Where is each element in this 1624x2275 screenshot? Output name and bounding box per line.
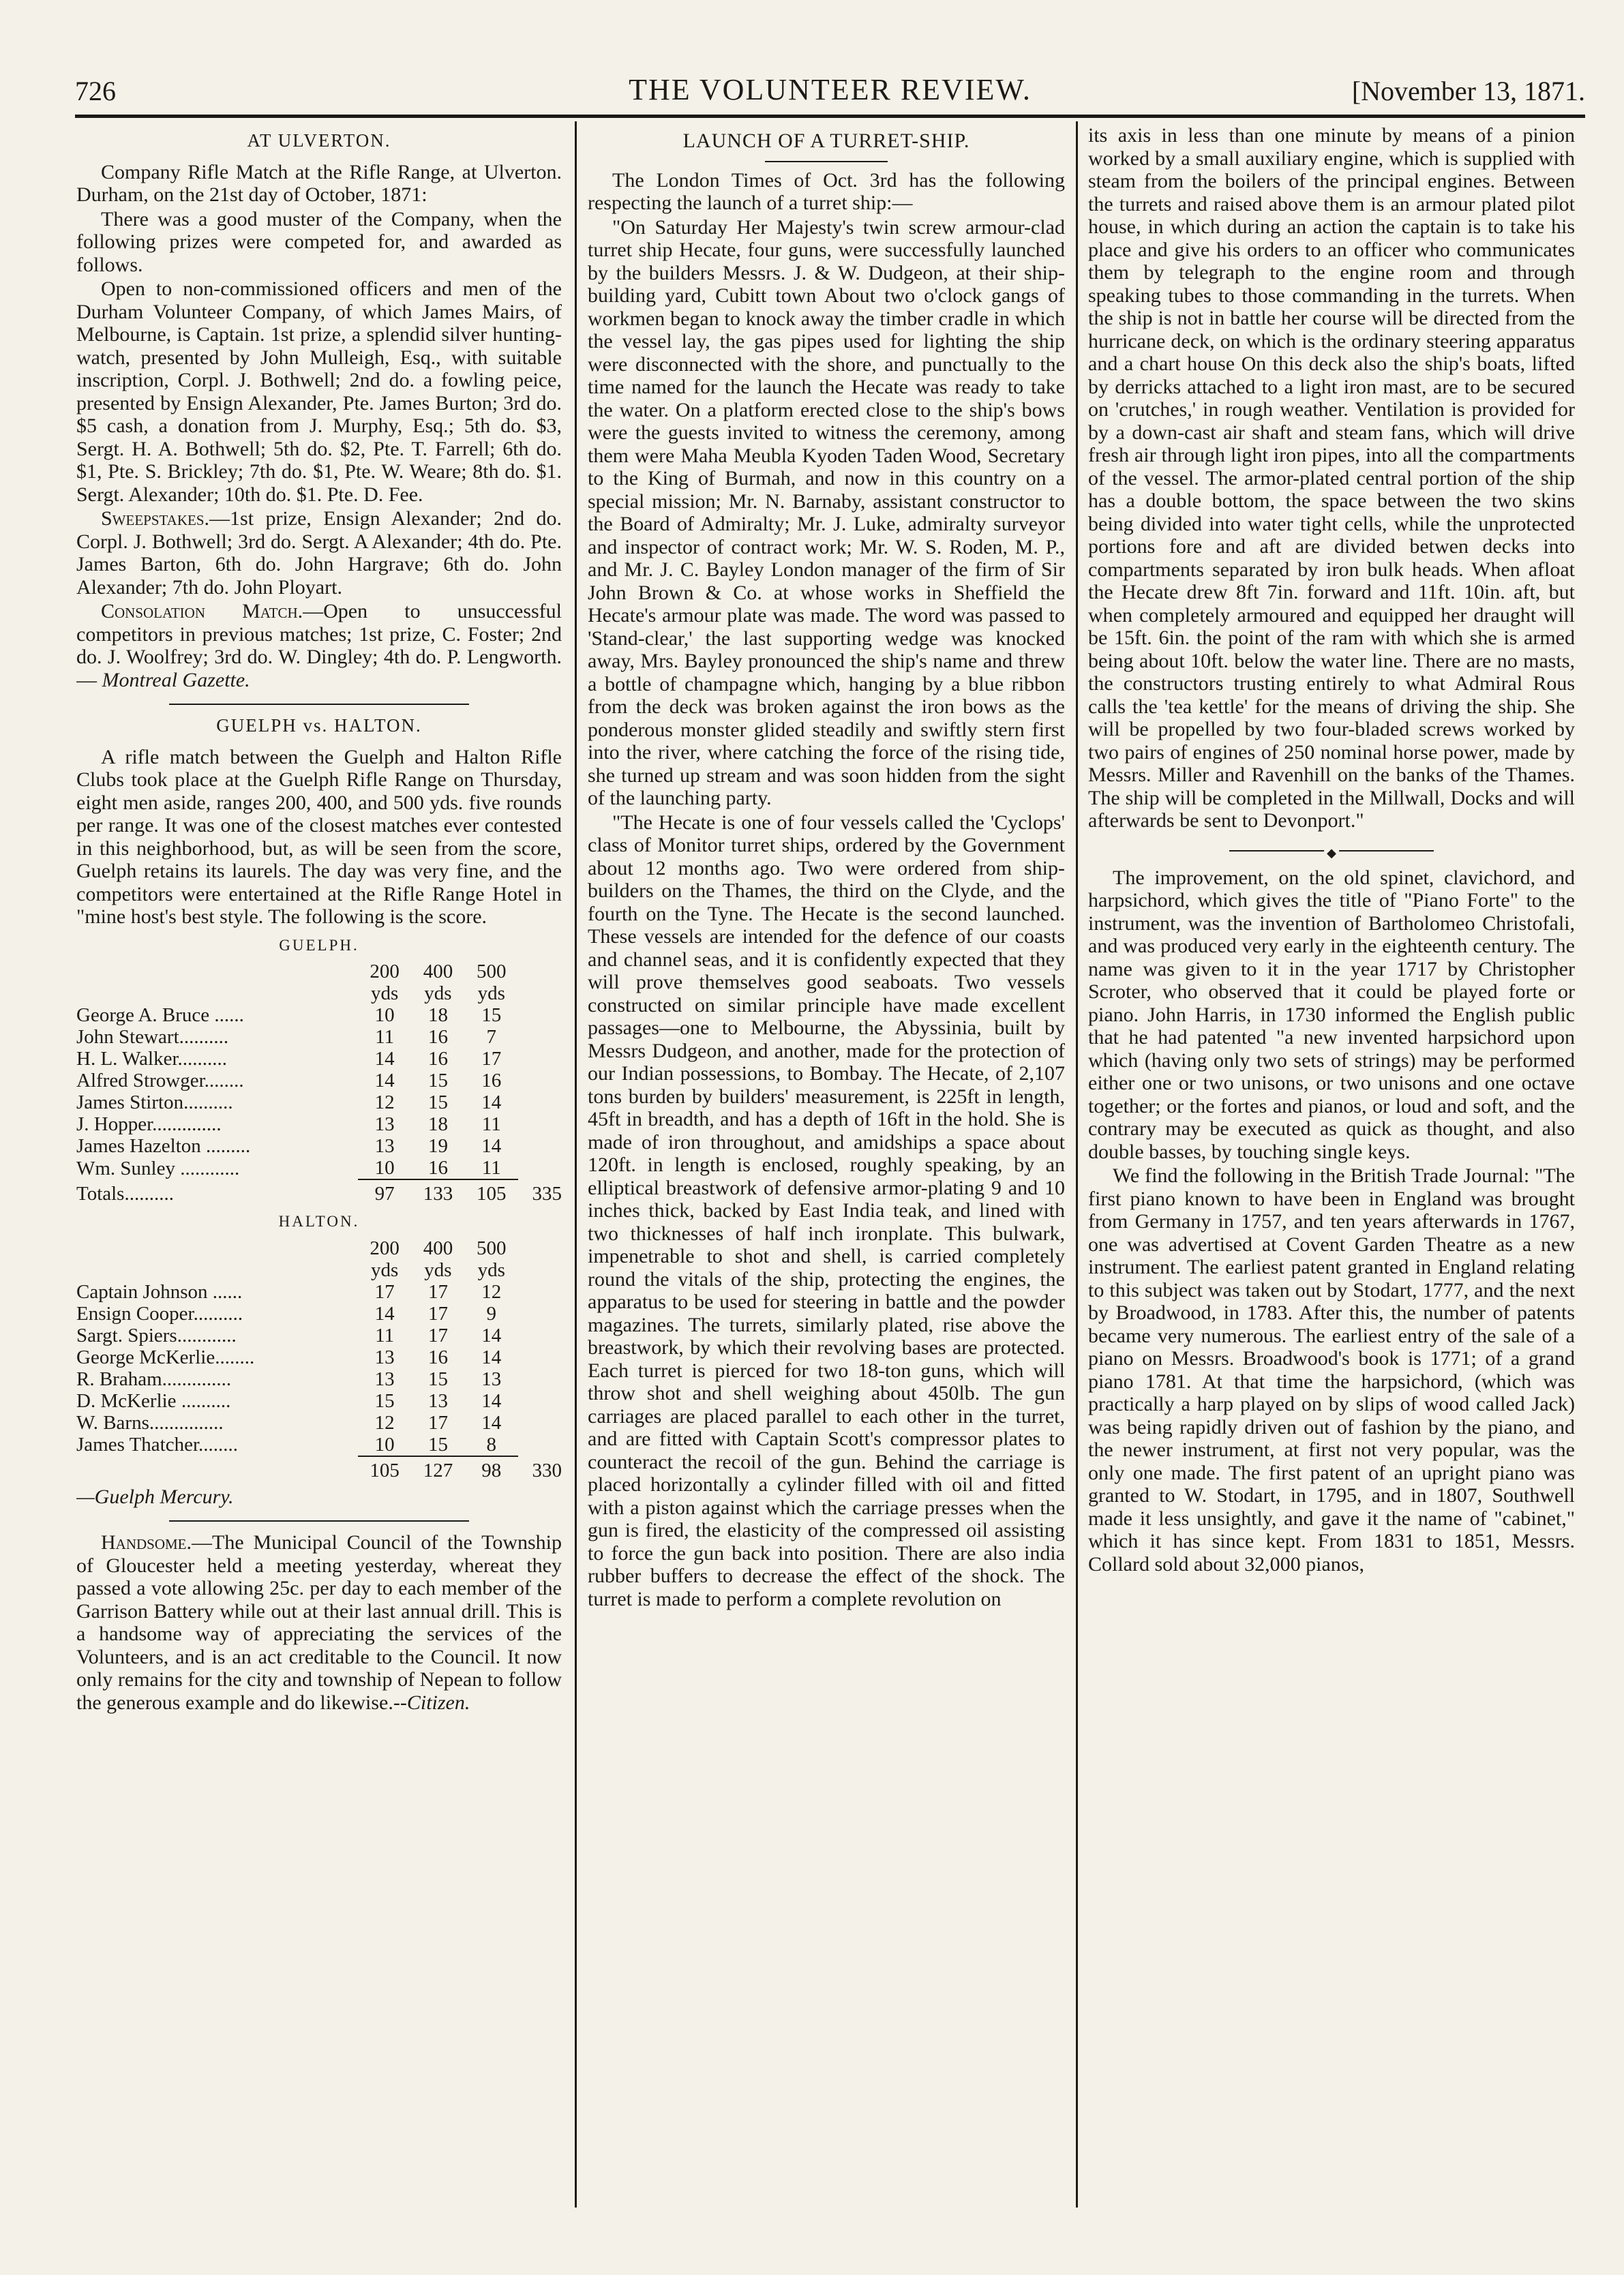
competitor-name: James Hazelton bbox=[76, 1135, 201, 1157]
leader-dots: .......... bbox=[176, 1389, 231, 1412]
column-rule-1 bbox=[575, 121, 577, 2208]
score-cell: 15 bbox=[427, 1433, 448, 1456]
journal-title: THE VOLUNTEER REVIEW. bbox=[629, 73, 1032, 106]
score-cell: 15 bbox=[374, 1389, 395, 1412]
score-row bbox=[76, 1157, 562, 1179]
halton-unit-row bbox=[76, 1259, 562, 1281]
page-header bbox=[75, 71, 1585, 112]
leader-dots: .......... bbox=[183, 1091, 233, 1113]
score-cell: 13 bbox=[374, 1113, 395, 1135]
ulverton-muster: There was a good muster of the Company, when the following prizes were competed for, and awarded as follows. bbox=[76, 207, 562, 276]
score-cell: 14 bbox=[374, 1302, 395, 1325]
competitor-name: H. L. Walker bbox=[76, 1048, 178, 1070]
score-cell: 12 bbox=[374, 1091, 395, 1113]
unit-yds: yds bbox=[424, 982, 452, 1004]
score-cell: 14 bbox=[481, 1135, 502, 1157]
leader-dots: .......... bbox=[124, 1183, 174, 1205]
competitor-name: D. McKerlie bbox=[76, 1389, 177, 1412]
score-cell: 17 bbox=[374, 1280, 395, 1303]
guelph-team-title: GUELPH. bbox=[279, 936, 359, 954]
score-cell: 10 bbox=[374, 1433, 395, 1456]
score-row bbox=[76, 1412, 562, 1434]
launch-ceremony: "On Saturday Her Majesty's twin screw armour-clad turret ship Hecate, four guns, were successfully launched by the builders Messrs. J. & W. Dudgeon, at their ship-building yard, Cubitt town About two o'clock gangs of workmen began to knock away the timber cradle in which the vessel lay, the gas pipes used for lighting the ship were disconnected with the shore, and punctually to the time named for the launch the Hecate was ready to take the water. On a platform erected close to the ship's bows were the guests invited to witness the ceremony, among them were Maha Meubla Kyoden Taden Wood, Secretary to the King of Burmah, and now in this country on a special mission; Mr. N. Barnaby, assistant constructor to the Board of Admiralty; Mr. J. Luke, admiralty surveyor and inspector of contract work; Mr. W. S. Roden, M. P., and Mr. J. C. Bayley London manager of the firm of Sir John Brown & Co. at whose works in Sheffield the Hecate's armour plate was made. The word was passed to 'Stand-clear,' the last supporting wedge was knocked away, Mrs. Bayley pronounced the ship's name and threw a bottle of champagne which, hanging by a blue ribbon from the deck was broken against the iron bows as the ponderous monster glided steadily and swiftly stern first into the river, where catching the force of the rising tide, she turned up stream and was soon hidden from the sight of the launching party. bbox=[588, 215, 1065, 809]
launch-hecate-description: "The Hecate is one of four vessels called the 'Cyclops' class of Monitor turret ships, ordered by the Government about 12 months ago. Two were ordered from ship-builders on the Thames, the third on the Clyde, and the fourth on the Tyne. The Hecate is the second launched. These vessels are intended for the defence of our coasts and channel seas, and it is confidently expected that they will prove themselves good seaboats. Two vessels constructed on similar principle have made excellent passages—one to Melbourne, the Abyssinia, built by Messrs Dudgeon, and another, made for the protection of our Indian possessions, to Bombay. The Hecate, of 2,107 tons burden by builders' measurement, is 225ft in length, 45ft in breadth, and has a depth of 16ft in the hold. She is made of iron throughout, and amidships a space about 120ft. in length is enclosed, roughly speaking, by an elliptical breastwork of defensive armor-plating 9 and 10 inches thick, backed by East India teak, and lined with two thicknesses of half inch ironplate. This bulwark, impenetrable to shot and shell, is carried completely round the vitals of the ship, protecting the engines, the apparatus to be used for steering in battle and the powder magazines. The turrets, similarly plated, rise above the breastwork, by which their revolving bases are protected. Each turret is pierced for two 18-ton guns, which will throw shot and shell weighing about 450lb. The gun carriages are placed parallel to each other in the turret, and are fitted with Captain Scott's compressor plates to counteract the recoil of the gun. Behind the carriage is placed horizontally a cylinder filled with oil and fitted with a piston against which the carriage presses when the gun is fired, the elasticity of the compressed oil assisting to force the gun back into position. There are also india rubber buffers to decrease the effect of the shock. The turret is made to perform a complete revolution on bbox=[588, 811, 1065, 1610]
leader-dots: ...... bbox=[207, 1280, 243, 1303]
score-cell: 17 bbox=[427, 1280, 448, 1303]
halton-range-row bbox=[76, 1237, 562, 1259]
guelph-cite: —Guelph Mercury. bbox=[76, 1485, 234, 1508]
launch-continued: its axis in less than one minute by means of a pinion worked by a small auxiliary engine, which is supplied with steam from the boilers of the principal engines. Between the turrets and raised above them is an armour plated pilot house, in which during an action the captain is to take his place and give his orders to an officer who communicates them by telegraph to the engine room and through speaking tubes to those commanding in the turrets. When the ship is not in battle her course will be directed from the hurricane deck, on which is the ordinary steering apparatus and a chart house On this deck also the ship's boats, lifted by derricks attached to a light iron mast, are to be secured on 'crutches,' in rough weather. Ventilation is provided for by a down-cast air shaft and steam fans, which will drive fresh air through light iron pipes, into all the compartments of the vessel. The armor-plated central portion of the ship has a double bottom, the space between the two skins being divided into water tight cells, while the unprotected portions fore and aft are divided betwen decks into compartments separated by iron bulk heads. When afloat the Hecate drew 8ft 7in. forward and 11ft. 10in. aft, but when completely armoured and equipped her draught will be 15ft. 6in. the point of the ram with which she is armed being about 10ft. below the water line. There are no masts, the constructors trusting entirely to what Admiral Rous calls the 'tea kettle' for the means of driving the ship. She will be propelled by two four-bladed screws worked by two pairs of engines of 250 nominal horse power, made by Messrs. Miller and Ravenhill on the banks of the Thames. The ship will be completed in the Millwall, Docks and will afterwards be sent to Devonport." bbox=[1088, 124, 1575, 832]
column-1 bbox=[76, 124, 562, 2210]
unit-yds: yds bbox=[477, 982, 505, 1004]
unit-yds: yds bbox=[370, 1259, 399, 1281]
competitor-name: W. Barns bbox=[76, 1411, 149, 1434]
sweepstakes-text: —1st prize, Ensign Alexander; 2nd do. Corpl. J. Bothwell; 3rd do. Sergt. A Alexander; 4th do. Pte. James Barton, 6th do. John Hargrave; 6th do. John Alexander; 7th do. John Ployart. bbox=[76, 507, 562, 599]
competitor-name: George A. Bruce bbox=[76, 1004, 210, 1026]
score-cell: 11 bbox=[481, 1157, 501, 1179]
page-number: 726 bbox=[75, 76, 116, 106]
score-cell: 14 bbox=[481, 1091, 502, 1113]
score-cell: 16 bbox=[481, 1070, 502, 1091]
score-row bbox=[76, 1004, 562, 1026]
score-row bbox=[76, 1113, 562, 1135]
score-row bbox=[76, 1303, 562, 1325]
score-cell: 11 bbox=[481, 1113, 501, 1135]
heading-rule bbox=[765, 161, 888, 162]
total-cell: 105 bbox=[370, 1459, 400, 1481]
totals-row bbox=[76, 1183, 562, 1205]
leader-dots: .......... bbox=[177, 1048, 228, 1070]
score-cell: 16 bbox=[427, 1157, 448, 1179]
competitor-name: J. Hopper bbox=[76, 1113, 153, 1135]
competitor-name: Captain Johnson bbox=[76, 1280, 208, 1303]
score-cell: 16 bbox=[427, 1346, 448, 1368]
ulverton-prizes: Open to non-commissioned officers and men of the Durham Volunteer Company, of which James Mairs, of Melbourne, is Captain. 1st prize, a splendid silver hunting-watch, presented by John Mulleigh, Esq., with suitable inscription, Corpl. J. Bothwell; 2nd do. a fowling peice, presented by Ensign Alexander, Pte. James Burton; 3rd do. $5 cash, a donation from J. Murphy, Esq.; 5th do. $3, Sergt. H. A. Bothwell; 5th do. $2, Pte. T. Farrell; 6th do. $1, Pte. S. Brickley; 7th do. $1, Pte. W. Weare; 8th do. $1. Sergt. Alexander; 10th do. $1. Pte. D. Fee. bbox=[76, 277, 562, 506]
handsome-cite: Citizen. bbox=[406, 1691, 470, 1714]
score-cell: 16 bbox=[427, 1026, 448, 1048]
totals-label: Totals bbox=[76, 1183, 125, 1205]
score-row bbox=[76, 1070, 562, 1091]
score-cell: 17 bbox=[481, 1048, 502, 1070]
total-cell: 97 bbox=[374, 1183, 395, 1205]
halton-score-table bbox=[76, 1237, 562, 1481]
competitor-name: Sargt. Spiers bbox=[76, 1324, 177, 1346]
total-cell: 127 bbox=[423, 1459, 453, 1481]
leader-dots: .............. bbox=[162, 1368, 232, 1390]
score-row bbox=[76, 1325, 562, 1346]
guelph-unit-row bbox=[76, 982, 562, 1004]
ulverton-heading: AT ULVERTON. bbox=[247, 130, 391, 151]
score-cell: 13 bbox=[374, 1346, 395, 1368]
score-cell: 15 bbox=[427, 1368, 448, 1390]
score-cell: 11 bbox=[375, 1324, 395, 1346]
leader-dots: ........ bbox=[204, 1070, 244, 1091]
handsome-paragraph bbox=[76, 1531, 562, 1714]
score-cell: 17 bbox=[427, 1411, 448, 1434]
competitor-name: Alfred Strowger bbox=[76, 1070, 205, 1091]
score-cell: 18 bbox=[427, 1004, 448, 1026]
score-cell: 8 bbox=[486, 1433, 496, 1456]
score-cell: 12 bbox=[374, 1411, 395, 1434]
range-200: 200 bbox=[370, 1237, 400, 1259]
total-cell: 98 bbox=[481, 1459, 502, 1481]
leader-dots: ............ bbox=[177, 1324, 237, 1346]
leader-dots: .......... bbox=[193, 1302, 243, 1325]
piano-trade-journal: We find the following in the British Trade Journal: "The first piano known to have been in England was brought from Germany in 1757, and ten years afterwards in 1767, one was advertised at Covent Garden Theatre as a new instrument. The earliest patent granted in England relating to this subject was taken out by Stodart, 1777, and the next by Broadwood, in 1783. After this, the number of patents became very numerous. The earliest entry of the sale of a piano on Messrs. Broadwood's book is 1771; of a grand piano 1781. At that time the harpsichord, (which was practically a harp played on by slips of wood called Jack) was being rapidly driven out of fashion by the piano, and the newer instrument, at first not very popular, was the only one made. The first patent of an upright piano was granted to W. Stodart, in 1795, and in 1807, Southwell made it less unsightly, and gave it the name of "cabinet," which it has since kept. From 1831 to 1851, Messrs. Collard sold about 32,000 pianos, bbox=[1088, 1164, 1575, 1576]
score-cell: 14 bbox=[481, 1324, 502, 1346]
score-cell: 12 bbox=[481, 1280, 502, 1303]
guelph-range-row bbox=[76, 961, 562, 982]
score-cell: 14 bbox=[481, 1346, 502, 1368]
consolation-text: —Open to unsuccessful competitors in previous matches; 1st prize, C. Foster; 2nd do. J. Woolfrey; 3rd do. W. Dingley; 4th do. P. Lengworth.— bbox=[76, 600, 562, 691]
grand-total: 335 bbox=[532, 1183, 562, 1205]
range-400: 400 bbox=[423, 961, 453, 982]
total-cell: 105 bbox=[477, 1183, 507, 1205]
column-rule-2 bbox=[1076, 121, 1078, 2208]
leader-dots: ............ bbox=[175, 1157, 240, 1179]
score-cell: 19 bbox=[427, 1135, 448, 1157]
competitor-name: George McKerlie bbox=[76, 1346, 215, 1368]
piano-history: The improvement, on the old spinet, clavichord, and harpsichord, which gives the title of "Piano Forte" to the instrument, was the invention of Bartholomeo Christofali, and was produced very early in the eighteenth century. The name was given to it in the year 1717 by Christopher Scroter, who observed that it could be played forte or piano. John Harris, in 1730 informed the English public that he had patented "a new invented harpsichord upon which (having only two sets of strings) may be performed either one or two unisons, or two unisons and one octave together; or the fortes and pianos, or loud and soft, and the contrary may be executed as quick as thought, and also double basses, by touching single keys. bbox=[1088, 866, 1575, 1163]
leader-dots: ............... bbox=[149, 1411, 224, 1434]
score-cell: 14 bbox=[481, 1389, 502, 1412]
halton-team-title: HALTON. bbox=[278, 1213, 360, 1230]
header-rule bbox=[75, 115, 1585, 118]
score-cell: 9 bbox=[486, 1302, 496, 1325]
score-cell: 11 bbox=[375, 1026, 395, 1048]
sweepstakes-lead: Sweepstakes. bbox=[101, 507, 210, 530]
leader-dots: .............. bbox=[152, 1113, 222, 1135]
competitor-name: James Thatcher bbox=[76, 1434, 199, 1456]
competitor-name: R. Braham bbox=[76, 1368, 162, 1390]
guelph-heading: GUELPH vs. HALTON. bbox=[216, 715, 422, 736]
score-cell: 15 bbox=[427, 1070, 448, 1091]
competitor-name: Ensign Cooper bbox=[76, 1302, 194, 1325]
score-row bbox=[76, 1281, 562, 1303]
range-200: 200 bbox=[370, 961, 400, 982]
range-500: 500 bbox=[477, 961, 507, 982]
leader-dots: ........ bbox=[215, 1346, 255, 1368]
ulverton-sweepstakes bbox=[76, 507, 562, 599]
section-divider bbox=[169, 1520, 469, 1522]
range-500: 500 bbox=[477, 1237, 507, 1259]
score-row bbox=[76, 1091, 562, 1113]
unit-yds: yds bbox=[477, 1259, 505, 1281]
score-cell: 13 bbox=[481, 1368, 502, 1390]
score-cell: 14 bbox=[481, 1411, 502, 1434]
score-cell: 14 bbox=[374, 1048, 395, 1070]
consolation-cite: Montreal Gazette. bbox=[102, 668, 250, 691]
handsome-text: —The Municipal Council of the Township of Gloucester held a meeting yesterday, whereat they passed a vote allowing 25c. per day to each member of the Garrison Battery while out at their last annual drill. This is a handsome way of appreciating the services of the Volunteers, and is an act creditable to the Council. It now only remains for the city and township of Nepean to follow the generous example and do likewise.-- bbox=[76, 1531, 562, 1714]
score-row bbox=[76, 1346, 562, 1368]
issue-date: [November 13, 1871. bbox=[1351, 76, 1585, 106]
guelph-score-table bbox=[76, 961, 562, 1205]
column-3 bbox=[1088, 124, 1575, 2210]
score-row bbox=[76, 1048, 562, 1070]
leader-dots: ........ bbox=[198, 1434, 239, 1456]
score-cell: 14 bbox=[374, 1070, 395, 1091]
ulverton-consolation bbox=[76, 600, 562, 691]
score-cell: 15 bbox=[427, 1091, 448, 1113]
total-cell: 133 bbox=[423, 1183, 453, 1205]
score-cell: 13 bbox=[374, 1135, 395, 1157]
score-cell: 18 bbox=[427, 1113, 448, 1135]
launch-heading: LAUNCH OF A TURRET-SHIP. bbox=[682, 130, 970, 152]
score-cell: 10 bbox=[374, 1004, 395, 1026]
launch-intro: The London Times of Oct. 3rd has the following respecting the launch of a turret ship:— bbox=[588, 168, 1065, 214]
score-cell: 7 bbox=[486, 1026, 496, 1048]
leader-dots: ......... bbox=[200, 1135, 251, 1157]
competitor-name: James Stirton bbox=[76, 1091, 184, 1113]
score-cell: 13 bbox=[374, 1368, 395, 1390]
ornament-divider bbox=[1229, 850, 1434, 852]
consolation-lead: Consolation Match. bbox=[101, 600, 303, 622]
leader-dots: .......... bbox=[179, 1026, 229, 1048]
score-cell: 10 bbox=[374, 1157, 395, 1179]
grand-total: 330 bbox=[532, 1459, 562, 1481]
score-cell: 16 bbox=[427, 1048, 448, 1070]
score-row bbox=[76, 1390, 562, 1412]
unit-yds: yds bbox=[424, 1259, 452, 1281]
score-cell: 13 bbox=[427, 1389, 448, 1412]
handsome-lead: Handsome. bbox=[101, 1531, 192, 1554]
competitor-name: Wm. Sunley bbox=[76, 1157, 175, 1179]
unit-yds: yds bbox=[370, 982, 399, 1004]
score-row bbox=[76, 1135, 562, 1157]
leader-dots: ...... bbox=[209, 1004, 244, 1026]
section-divider bbox=[169, 704, 469, 705]
score-cell: 17 bbox=[427, 1324, 448, 1346]
score-row bbox=[76, 1368, 562, 1390]
score-cell: 17 bbox=[427, 1302, 448, 1325]
score-row bbox=[76, 1434, 562, 1456]
score-row bbox=[76, 1026, 562, 1048]
range-400: 400 bbox=[423, 1237, 453, 1259]
score-cell: 15 bbox=[481, 1004, 502, 1026]
column-2 bbox=[588, 124, 1065, 2210]
competitor-name: John Stewart bbox=[76, 1026, 179, 1048]
totals-row bbox=[76, 1460, 562, 1481]
ulverton-intro: Company Rifle Match at the Rifle Range, at Ulverton. Durham, on the 21st day of October, 1871: bbox=[76, 160, 562, 206]
guelph-intro: A rifle match between the Guelph and Halton Rifle Clubs took place at the Guelph Rifle Range on Thursday, eight men aside, ranges 200, 400, and 500 yds. five rounds per range. It was one of the closest matches ever contested in this neighborhood, but, as will be seen from the score, Guelph retains its laurels. The day was very fine, and the competitors were entertained at the Rifle Range Hotel in "mine host's best style. The following is the score. bbox=[76, 745, 562, 928]
